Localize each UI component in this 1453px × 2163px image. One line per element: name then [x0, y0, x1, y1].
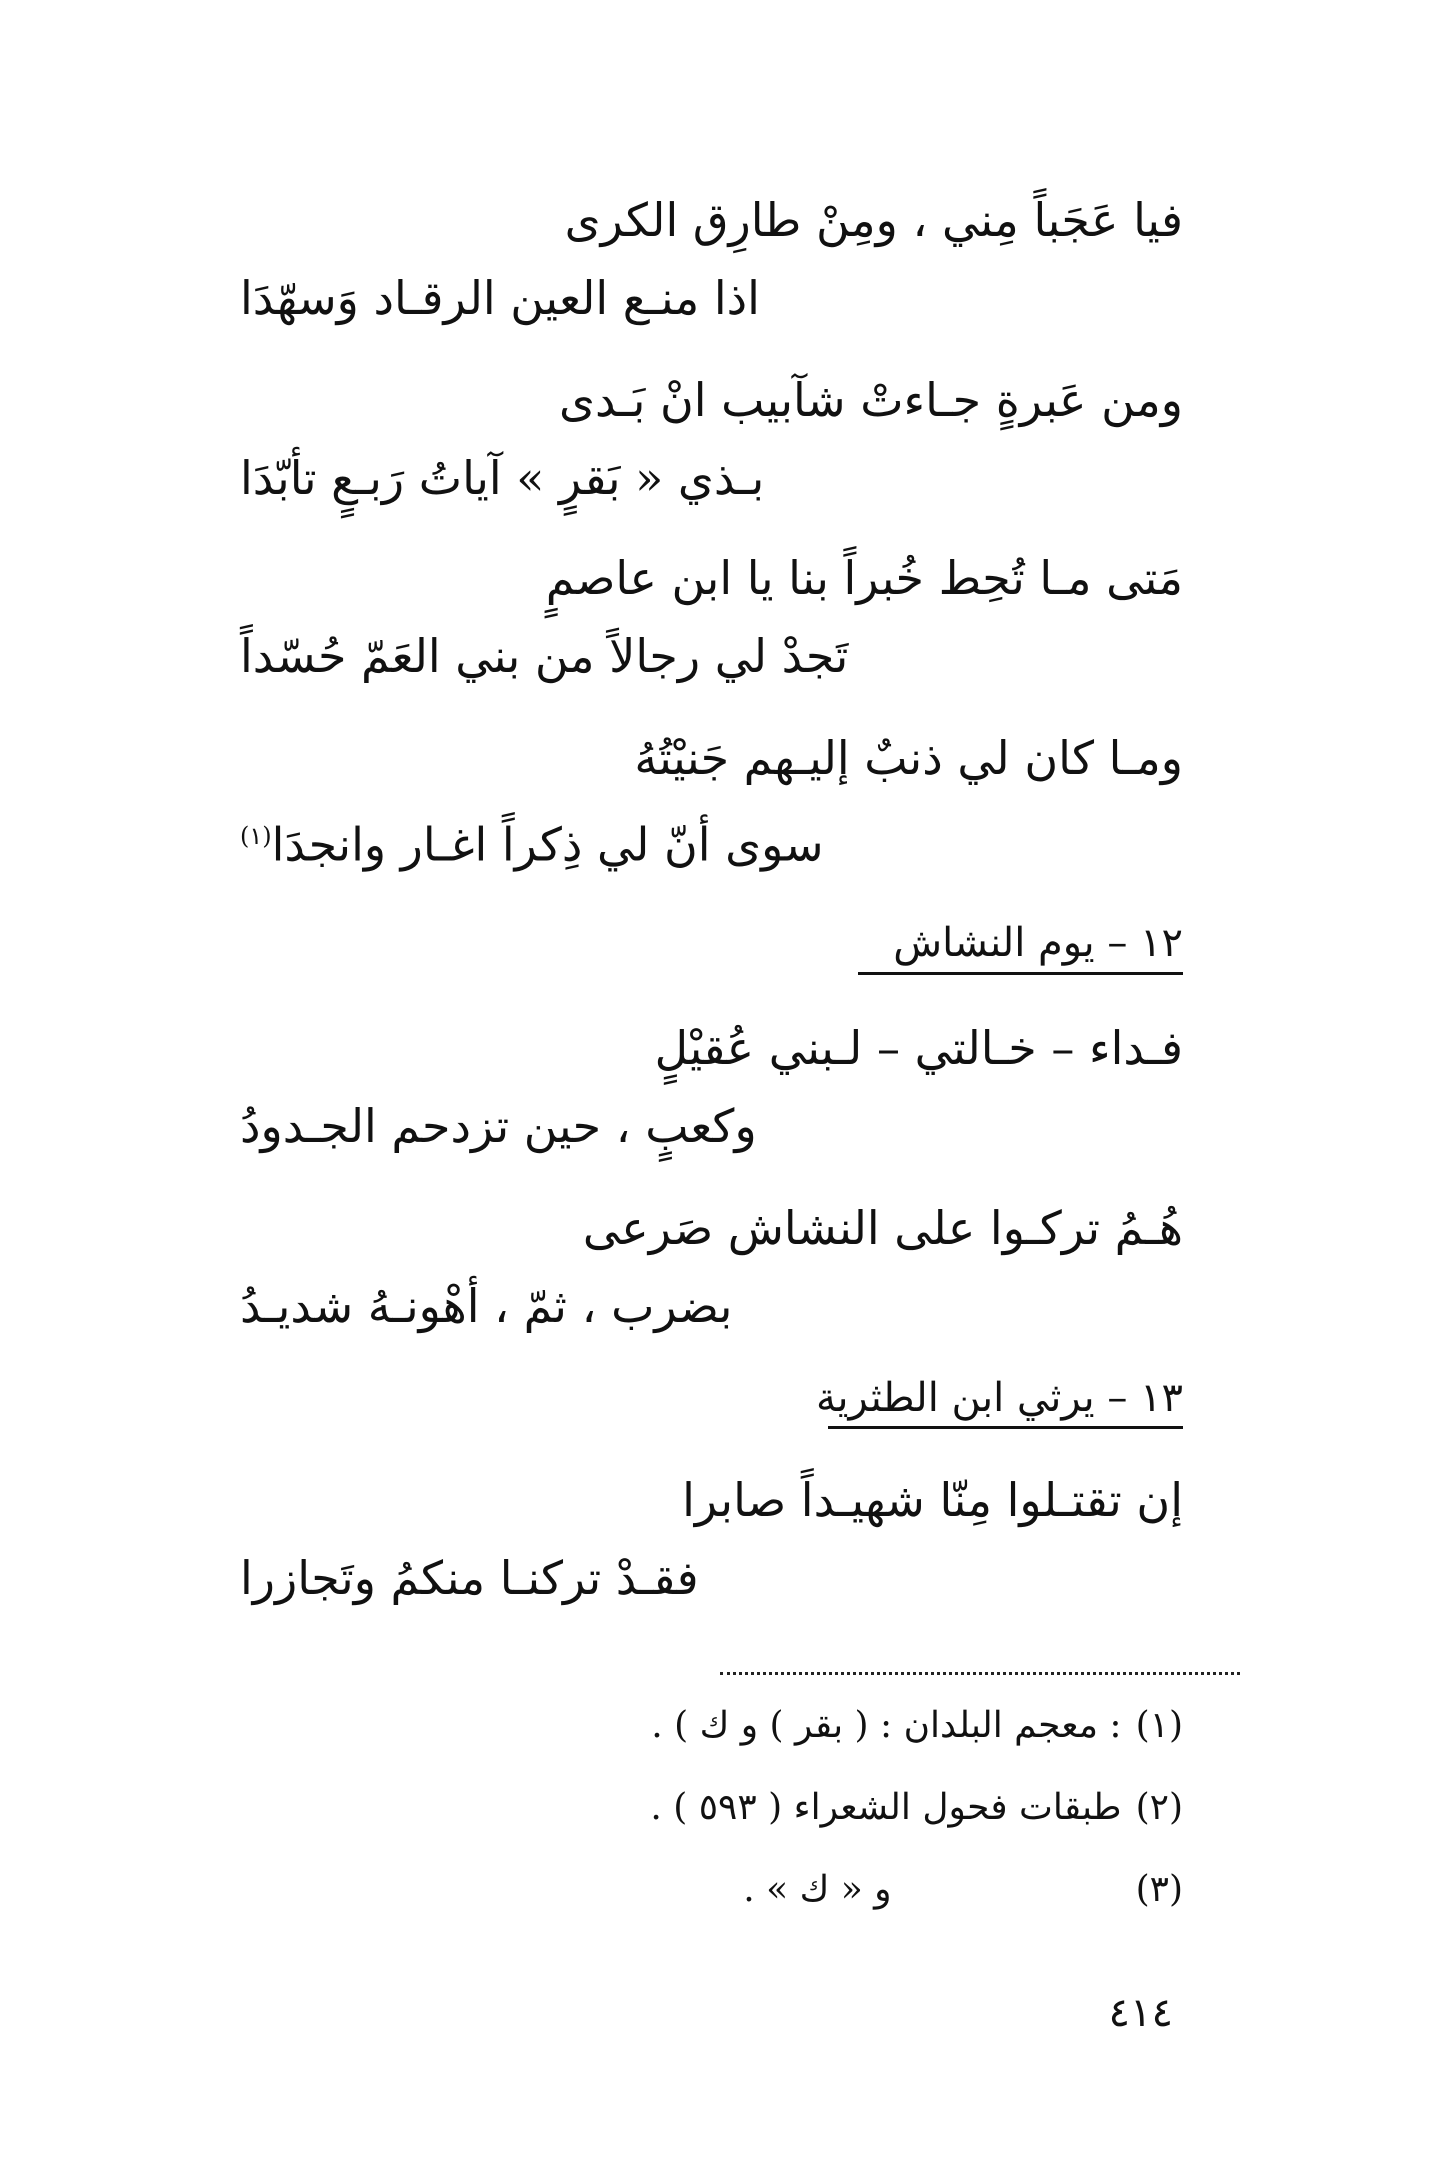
verse-line: فقـدْ تركنـا منكمُ وتَجازرا [240, 1551, 699, 1605]
page-number: ٤١٤ [1108, 1990, 1173, 2036]
footnote-text: طبقات فحول الشعراء ( ٥٩٣ ) . [650, 1787, 1122, 1828]
heading-underline [858, 972, 1183, 975]
footnote-marker: (١) [240, 822, 272, 850]
verse-line: ومـا كان لي ذنبٌ إليـهم جَنيْتُهُ [634, 731, 1183, 785]
verse-line: وكعبٍ ، حين تزدحم الجـدودُ [240, 1099, 757, 1153]
footnote-number: (١) [1135, 1705, 1183, 1746]
footnote-text: : معجم البلدان : ( بقر ) و ك ) . [651, 1705, 1122, 1746]
verse-line: فـداء – خـالتي – لـبني عُقيْلٍ [654, 1021, 1183, 1075]
verse-line: تَجدْ لي رجالاً من بني العَمّ حُسّداً [240, 629, 849, 683]
section-heading: ١٢ – يوم النشاش [893, 920, 1183, 966]
section-heading: ١٣ – يرثي ابن الطثرية [815, 1375, 1183, 1421]
verse-line: بضرب ، ثمّ ، أهْونـهُ شديـدُ [240, 1279, 733, 1333]
verse-line [240, 806, 823, 874]
footnote [743, 1864, 1183, 1916]
verse-text: سوى أنّ لي ذِكراً اغـار وانجدَا [271, 817, 824, 872]
heading-underline [828, 1426, 1183, 1429]
verse-line: إن تقتـلوا مِنّا شهيـداً صابرا [682, 1473, 1183, 1527]
verse-line: هُـمُ تركـوا على النشاش صَرعى [582, 1201, 1183, 1255]
footnote-number: (٢) [1135, 1787, 1183, 1828]
footnote-text: و « ك » . [743, 1869, 892, 1910]
verse-line: بـذي « بَقرٍ » آياتُ رَبـعٍ تأبّدَا [240, 451, 765, 505]
footnote-separator [720, 1672, 1240, 1675]
footnote [651, 1700, 1183, 1752]
verse-line: اذا منـع العين الرقـاد وَسهّدَا [240, 271, 760, 325]
footnote-number: (٣) [1135, 1869, 1183, 1910]
footnote [650, 1782, 1183, 1834]
verse-line: ومن عَبرةٍ جـاءتْ شآبيب انْ بَـدى [558, 373, 1183, 427]
verse-line: مَتى مـا تُحِط خُبراً بنا يا ابن عاصمٍ [545, 551, 1183, 605]
verse-line: فيا عَجَباً مِني ، ومِنْ طارِق الكرى [564, 193, 1183, 247]
